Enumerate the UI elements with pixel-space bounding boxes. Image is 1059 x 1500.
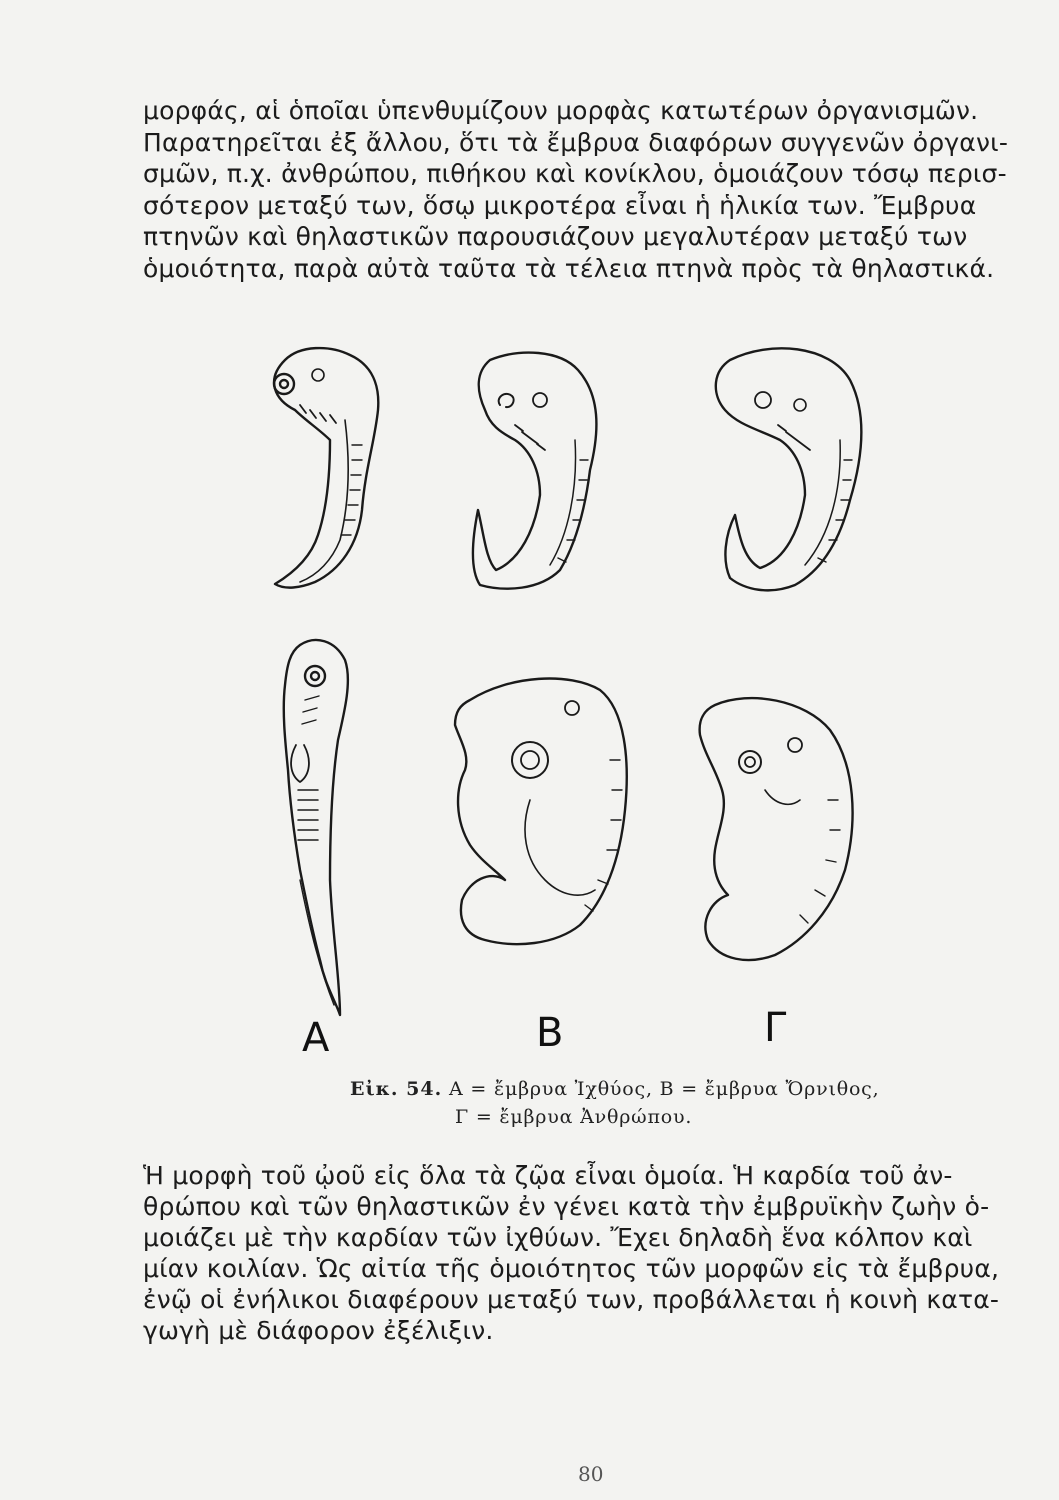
figure-number: Εἰκ. 54.: [350, 1078, 443, 1100]
figure-caption-line-1: [350, 1078, 879, 1100]
embryo-fish-late-drawing: [284, 640, 348, 1015]
figure-label-a: Α: [302, 1015, 330, 1061]
embryo-bird-early-drawing: [473, 353, 596, 589]
figure-label-b: Β: [536, 1010, 564, 1056]
embryo-human-late-drawing: [700, 698, 853, 960]
text-line: Ἡ μορφὴ τοῦ ᾠοῦ εἰς ὅλα τὰ ζῷα εἶναι ὁμοία. Ἡ καρδία τοῦ ἀν-: [143, 1161, 953, 1190]
text-line: γωγὴ μὲ διάφορον ἐξέλιξιν.: [143, 1316, 494, 1345]
text-line: σότερον μεταξύ των, ὅσῳ μικροτέρα εἶναι ἡ ἡλικία των. Ἔμβρυα: [143, 190, 977, 220]
text-line: ὁμοιότητα, παρὰ αὐτὰ ταῦτα τὰ τέλεια πτηνὰ πρὸς τὰ θηλαστικά.: [143, 253, 995, 283]
text-line: θρώπου καὶ τῶν θηλαστικῶν ἐν γένει κατὰ τὴν ἐμβρυϊκὴν ζωὴν ὁ-: [143, 1192, 990, 1221]
embryo-fish-early-drawing: [274, 348, 378, 588]
text-line: μίαν κοιλίαν. Ὡς αἰτία τῆς ὁμοιότητος τῶν μορφῶν εἰς τὰ ἔμβρυα,: [143, 1254, 1000, 1283]
page-number: 80: [578, 1462, 604, 1486]
text-line: σμῶν, π.χ. ἀνθρώπου, πιθήκου καὶ κονίκλου, ὁμοιάζουν τόσῳ περισ-: [143, 159, 1007, 188]
embryo-bird-late-drawing: [455, 679, 627, 945]
embryo-human-early-drawing: [716, 348, 862, 590]
figure-label-c: Γ: [764, 1005, 787, 1051]
figure-caption-text: Α = ἔμβρυα Ἰχθύος, Β = ἔμβρυα Ὄρνιθος,: [449, 1078, 880, 1100]
text-line: πτηνῶν καὶ θηλαστικῶν παρουσιάζουν μεγαλυτέραν μεταξύ των: [143, 222, 968, 251]
text-line: Παρατηρεῖται ἐξ ἄλλου, ὅτι τὰ ἔμβρυα διαφόρων συγγενῶν ὀργανι-: [143, 127, 1009, 157]
bottom-paragraph: [143, 1160, 1003, 1346]
text-line: ἐνῷ οἱ ἐνήλικοι διαφέρουν μεταξύ των, προβάλλεται ἡ κοινὴ κατα-: [143, 1285, 1000, 1314]
figure-caption-line-2: Γ = ἔμβρυα Ἀνθρώπου.: [455, 1106, 693, 1128]
text-line: μορφάς, αἱ ὁποῖαι ὑπενθυμίζουν μορφὰς κατωτέρων ὀργανισμῶν.: [143, 96, 979, 125]
text-line: μοιάζει μὲ τὴν καρδίαν τῶν ἰχθύων. Ἔχει δηλαδὴ ἕνα κόλπον καὶ: [143, 1223, 973, 1252]
